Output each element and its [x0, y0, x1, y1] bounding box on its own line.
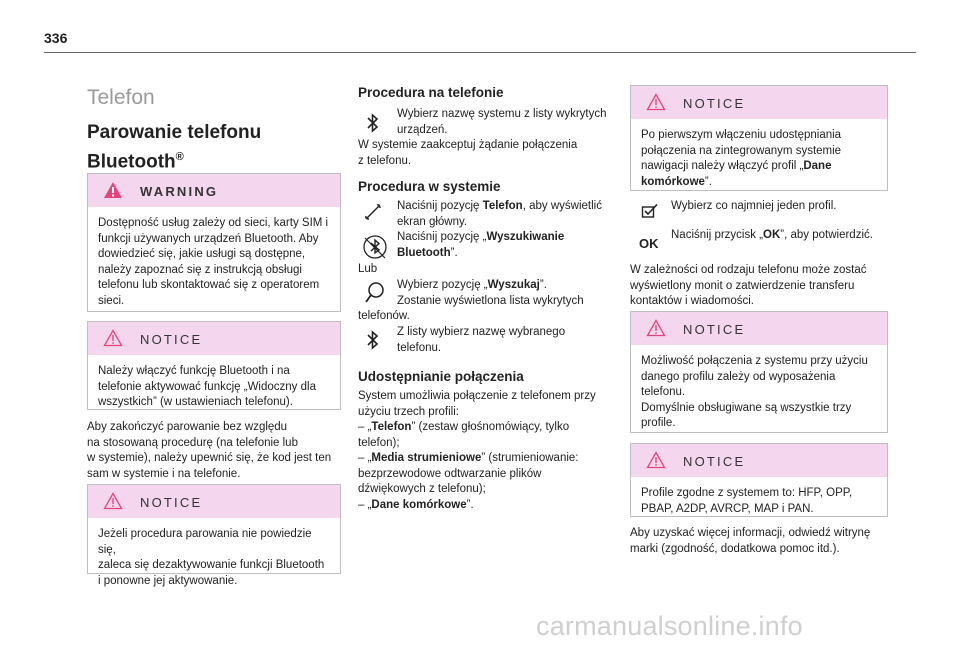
- notice-label: NOTICE: [683, 96, 746, 111]
- notice-box-3: [630, 85, 888, 191]
- search-icon: [364, 281, 386, 305]
- step-search: Wybierz pozycję „Wyszukaj”. Zostanie wyświetlona lista wykrytych: [397, 279, 584, 307]
- heading-proc-system: Procedura w systemie: [358, 179, 501, 194]
- step-press-ok: Naciśnij przycisk „OK”, aby potwierdzić.: [671, 229, 873, 241]
- notice-label: NOTICE: [683, 322, 746, 337]
- notice-text: Należy włączyć funkcję Bluetooth i na telefonie aktywować funkcję „Widoczny dla wszystkich” (w ustawieniach telefonu).: [98, 365, 316, 408]
- warning-label: WARNING: [140, 184, 219, 199]
- step-press-phone: Naciśnij pozycję Telefon, aby wyświetlić ekran główny.: [397, 200, 602, 228]
- heading-sharing: Udostępnianie połączenia: [358, 369, 524, 384]
- notice-label: NOTICE: [683, 454, 746, 469]
- sharing-text: System umożliwia połączenie z telefonem przy użyciu trzech profili: – „Telefon” (zestaw głośnomówiący, tylko telefon); – „Media strumieniowe” (strumieniowanie: bezprzewodowe odtwarzanie plików dźwiękowych z telefonu); – „Dane komórkowe”.: [358, 390, 596, 511]
- step-select-profile: Wybierz co najmniej jeden profil.: [671, 200, 837, 212]
- notice-text: Po pierwszym włączeniu udostępniania połączenia na zintegrowanym systemie nawigacji należy włączyć profil „Dane komórkowe”.: [641, 129, 842, 188]
- bluetooth-icon: [366, 329, 380, 351]
- page-heading: Parowanie telefonu Bluetooth®: [87, 122, 262, 173]
- checkbox-icon: [641, 203, 659, 219]
- heading-proc-phone: Procedura na telefonie: [358, 85, 504, 100]
- header-rule: [44, 52, 916, 53]
- notice-text: Profile zgodne z systemem to: HFP, OPP, PBAP, A2DP, AVRCP, MAP i PAN.: [641, 487, 853, 515]
- warning-box: [87, 173, 341, 312]
- phone-handset-icon: [364, 203, 382, 221]
- step-bluetooth-search: Naciśnij pozycję „Wyszukiwanie Bluetooth”.: [397, 231, 565, 259]
- warning-icon: [103, 181, 123, 199]
- notice-icon: [646, 319, 666, 337]
- notice-icon: [646, 93, 666, 111]
- notice-box-2: [87, 484, 341, 587]
- bluetooth-icon: [366, 112, 380, 134]
- section-title: Telefon: [87, 86, 155, 109]
- notice-box-5: [630, 443, 888, 517]
- more-info-paragraph: Aby uzyskać więcej informacji, odwiedź witrynę marki (zgodność, dodatkowa pomoc itd.).: [630, 527, 871, 555]
- watermark: carmanualsonline.info: [536, 611, 803, 641]
- page-number: 336: [44, 30, 68, 46]
- phones-line: telefonów.: [358, 310, 410, 322]
- notice-icon: [646, 451, 666, 469]
- notice-box-4: [630, 311, 888, 433]
- or-text: Lub: [358, 263, 378, 275]
- step-choose-phone: Z listy wybierz nazwę wybranego telefonu.: [397, 326, 566, 354]
- notice-box-1: [87, 321, 341, 410]
- notice-text: Jeżeli procedura parowania nie powiedzie się, zaleca się dezaktywowanie funkcji Bluetooth i ponowne jej aktywowanie.: [98, 528, 325, 587]
- ok-icon: OK: [639, 236, 659, 251]
- step-select-system: Wybierz nazwę systemu z listy wykrytych urządzeń.: [397, 108, 607, 136]
- notice-icon: [103, 492, 123, 510]
- pairing-paragraph: Aby zakończyć parowanie bez względu na stosowaną procedurę (na telefonie lub w systemie), należy upewnić się, że kod jest ten sam w systemie i na telefonie.: [87, 421, 332, 480]
- notice-icon: [103, 329, 123, 347]
- notice-text: Możliwość połączenia z systemu przy użyciu danego profilu zależy od wyposażenia telefonu. Domyślnie obsługiwane są wszystkie trzy profile.: [641, 355, 868, 429]
- warning-text: Dostępność usług zależy od sieci, karty SIM i funkcji używanych urządzeń Bluetooth. Aby dowiedzieć się, jakie usługi są dostępne, należy zapoznać się z instrukcją obsługi telefonu lub skontaktować się z operatorem sieci.: [98, 217, 329, 307]
- transfer-paragraph: W zależności od rodzaju telefonu może zostać wyświetlony monit o zatwierdzenie transferu kontaktów i wiadomości.: [630, 264, 867, 307]
- step-accept-request: W systemie zaakceptuj żądanie połączenia z telefonu.: [358, 139, 578, 167]
- bluetooth-search-icon: [362, 233, 388, 261]
- notice-label: NOTICE: [140, 332, 203, 347]
- notice-label: NOTICE: [140, 495, 203, 510]
